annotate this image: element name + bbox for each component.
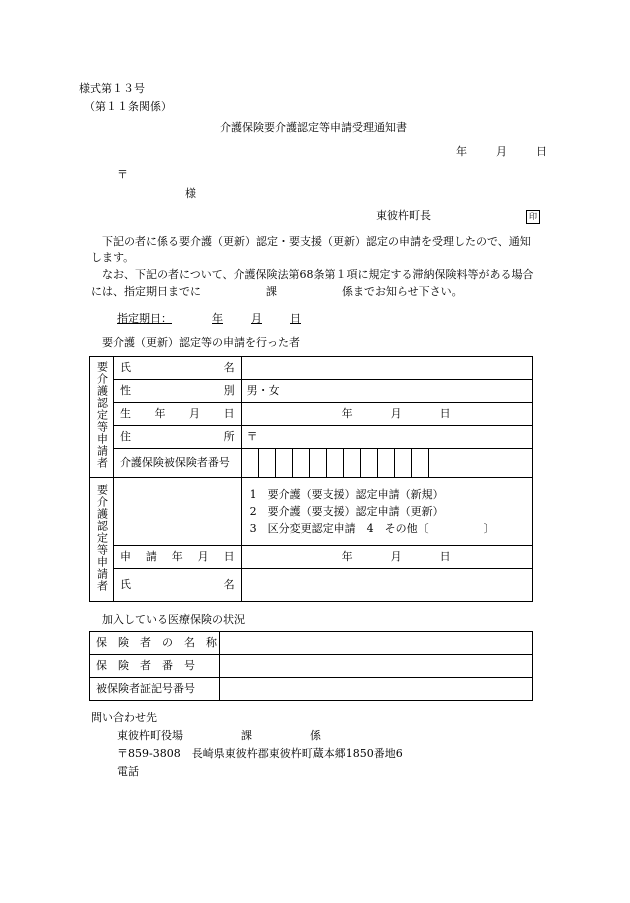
side-label-top: 要介護認定等申請者	[95, 361, 109, 469]
insurer-name-label: 保 険 者 の 名 称	[96, 636, 217, 649]
deadline-label: 指定期日：	[117, 312, 172, 325]
name-value-cell[interactable]	[241, 357, 532, 380]
apply-month: 月	[390, 550, 402, 563]
applicant-name-label-1: 氏	[119, 578, 131, 591]
birth-value-cell[interactable]	[241, 403, 532, 426]
body-line-4	[91, 285, 463, 299]
document-title: 介護保険要介護認定等申請受理通知書	[220, 121, 407, 134]
insured-no-digit[interactable]	[310, 449, 327, 477]
applicant-name-label-2: 名	[223, 578, 235, 591]
contact-ka: 課	[241, 729, 252, 742]
contact-office-line	[117, 729, 321, 743]
name-label-cell	[113, 357, 241, 380]
applicant-name-label-cell	[113, 569, 241, 602]
issue-date-year: 年	[456, 145, 467, 158]
application-type-3[interactable]: 3 区分変更認定申請 4 その他〔 〕	[249, 522, 495, 535]
address-label-2: 所	[223, 430, 235, 443]
gender-label-2: 別	[223, 384, 235, 397]
address-value-cell[interactable]	[241, 426, 532, 449]
contact-phone: 電話	[117, 765, 139, 778]
insured-no-digit[interactable]	[361, 449, 378, 477]
contact-office: 東彼杵町役場	[117, 729, 183, 742]
gender-label-cell	[113, 380, 241, 403]
insurer-number-label: 保 険 者 番 号	[96, 659, 195, 672]
insured-no-digit[interactable]	[412, 449, 429, 477]
name-label-2: 名	[223, 361, 235, 374]
birth-label-1: 生	[119, 407, 131, 420]
gender-value-cell[interactable]	[241, 380, 532, 403]
address-postal-mark: 〒	[246, 430, 258, 443]
card-symbol-label-cell	[90, 678, 220, 701]
insurer-number-label-cell	[90, 655, 220, 678]
card-symbol-label: 被保険者証記号番号	[96, 682, 195, 695]
deadline-year: 年	[212, 312, 223, 325]
issuer-name: 東彼杵町長	[376, 209, 431, 222]
body-line-4-c: 係までお知らせ下さい。	[342, 285, 463, 298]
insured-no-digit[interactable]	[258, 449, 276, 477]
issue-date-month: 月	[496, 145, 507, 158]
apply-year: 年	[341, 550, 353, 563]
postal-mark: 〒	[117, 168, 128, 181]
contact-address: 〒859-3808 長崎県東彼杵郡東彼杵町蔵本郷1850番地6	[117, 747, 403, 760]
gender-value: 男・女	[246, 384, 280, 397]
deadline-line	[117, 312, 301, 326]
address-label-cell	[113, 426, 241, 449]
apply-date-label-cell	[113, 546, 241, 569]
body-line-4-ka: 課	[266, 285, 277, 298]
issue-date-day: 日	[536, 145, 547, 158]
apply-date-label-4: 月	[197, 550, 209, 563]
insured-no-digit[interactable]	[327, 449, 344, 477]
apply-day: 日	[439, 550, 451, 563]
insured-no-label: 介護保険被保険者番号	[119, 456, 230, 469]
insured-no-digit[interactable]	[276, 449, 293, 477]
birth-label-cell	[113, 403, 241, 426]
contact-heading: 問い合わせ先	[91, 711, 157, 724]
apply-date-label-3: 年	[171, 550, 183, 563]
birth-month: 月	[390, 407, 402, 420]
addressee-suffix: 様	[185, 187, 196, 200]
birth-label-4: 日	[223, 407, 235, 420]
issuer-seal	[526, 209, 540, 224]
application-types-cell[interactable]	[241, 478, 532, 546]
birth-label-2: 年	[154, 407, 166, 420]
insured-no-boxes-cell	[241, 449, 532, 478]
section2-heading: 加入している医療保険の状況	[102, 613, 245, 626]
form-number: 様式第１３号	[79, 82, 145, 95]
application-type-blank-cell	[113, 478, 241, 546]
insured-no-label-cell	[113, 449, 241, 478]
insured-no-digit[interactable]	[378, 449, 395, 477]
insurance-table	[89, 631, 533, 701]
gender-label-1: 性	[119, 384, 131, 397]
body-line-3: なお、下記の者について、介護保険法第68条第１項に規定する滞納保険料等がある場合	[102, 268, 534, 281]
insurer-name-label-cell	[90, 632, 220, 655]
insured-no-digit[interactable]	[344, 449, 361, 477]
body-line-1: 下記の者に係る要介護（更新）認定・要支援（更新）認定の申請を受理したので、通知	[102, 235, 531, 248]
deadline-month: 月	[251, 312, 262, 325]
apply-date-value-cell[interactable]	[241, 546, 532, 569]
name-label-1: 氏	[119, 361, 131, 374]
apply-date-label-2: 請	[145, 550, 157, 563]
applicant-name-value-cell[interactable]	[241, 569, 532, 602]
insured-no-digit[interactable]	[395, 449, 412, 477]
insured-no-digit[interactable]	[293, 449, 310, 477]
insurer-number-value-cell[interactable]	[219, 655, 532, 678]
section1-heading: 要介護（更新）認定等の申請を行った者	[102, 336, 300, 349]
deadline-day: 日	[290, 312, 301, 325]
contact-kakari: 係	[310, 729, 321, 742]
apply-date-label-5: 日	[223, 550, 235, 563]
side-label-bottom-cell	[90, 478, 114, 602]
application-type-1[interactable]: 1 要介護（要支援）認定申請（新規）	[249, 488, 444, 501]
body-line-2: します。	[91, 251, 135, 264]
issue-date	[456, 145, 547, 159]
card-symbol-value-cell[interactable]	[219, 678, 532, 701]
address-label-1: 住	[119, 430, 131, 443]
seal-mark: 印	[526, 210, 540, 224]
birth-day: 日	[439, 407, 451, 420]
side-label-top-cell	[90, 357, 114, 478]
birth-label-3: 月	[189, 407, 201, 420]
side-label-bottom: 要介護認定等申請者	[95, 483, 109, 592]
apply-date-label-1: 申	[119, 550, 131, 563]
insurer-name-value-cell[interactable]	[219, 632, 532, 655]
body-line-4-a: には、指定期日までに	[91, 285, 201, 298]
applicant-table	[89, 356, 533, 602]
article-reference: （第１１条関係）	[84, 100, 172, 113]
application-type-2[interactable]: 2 要介護（要支援）認定申請（更新）	[249, 505, 444, 518]
birth-year: 年	[341, 407, 353, 420]
